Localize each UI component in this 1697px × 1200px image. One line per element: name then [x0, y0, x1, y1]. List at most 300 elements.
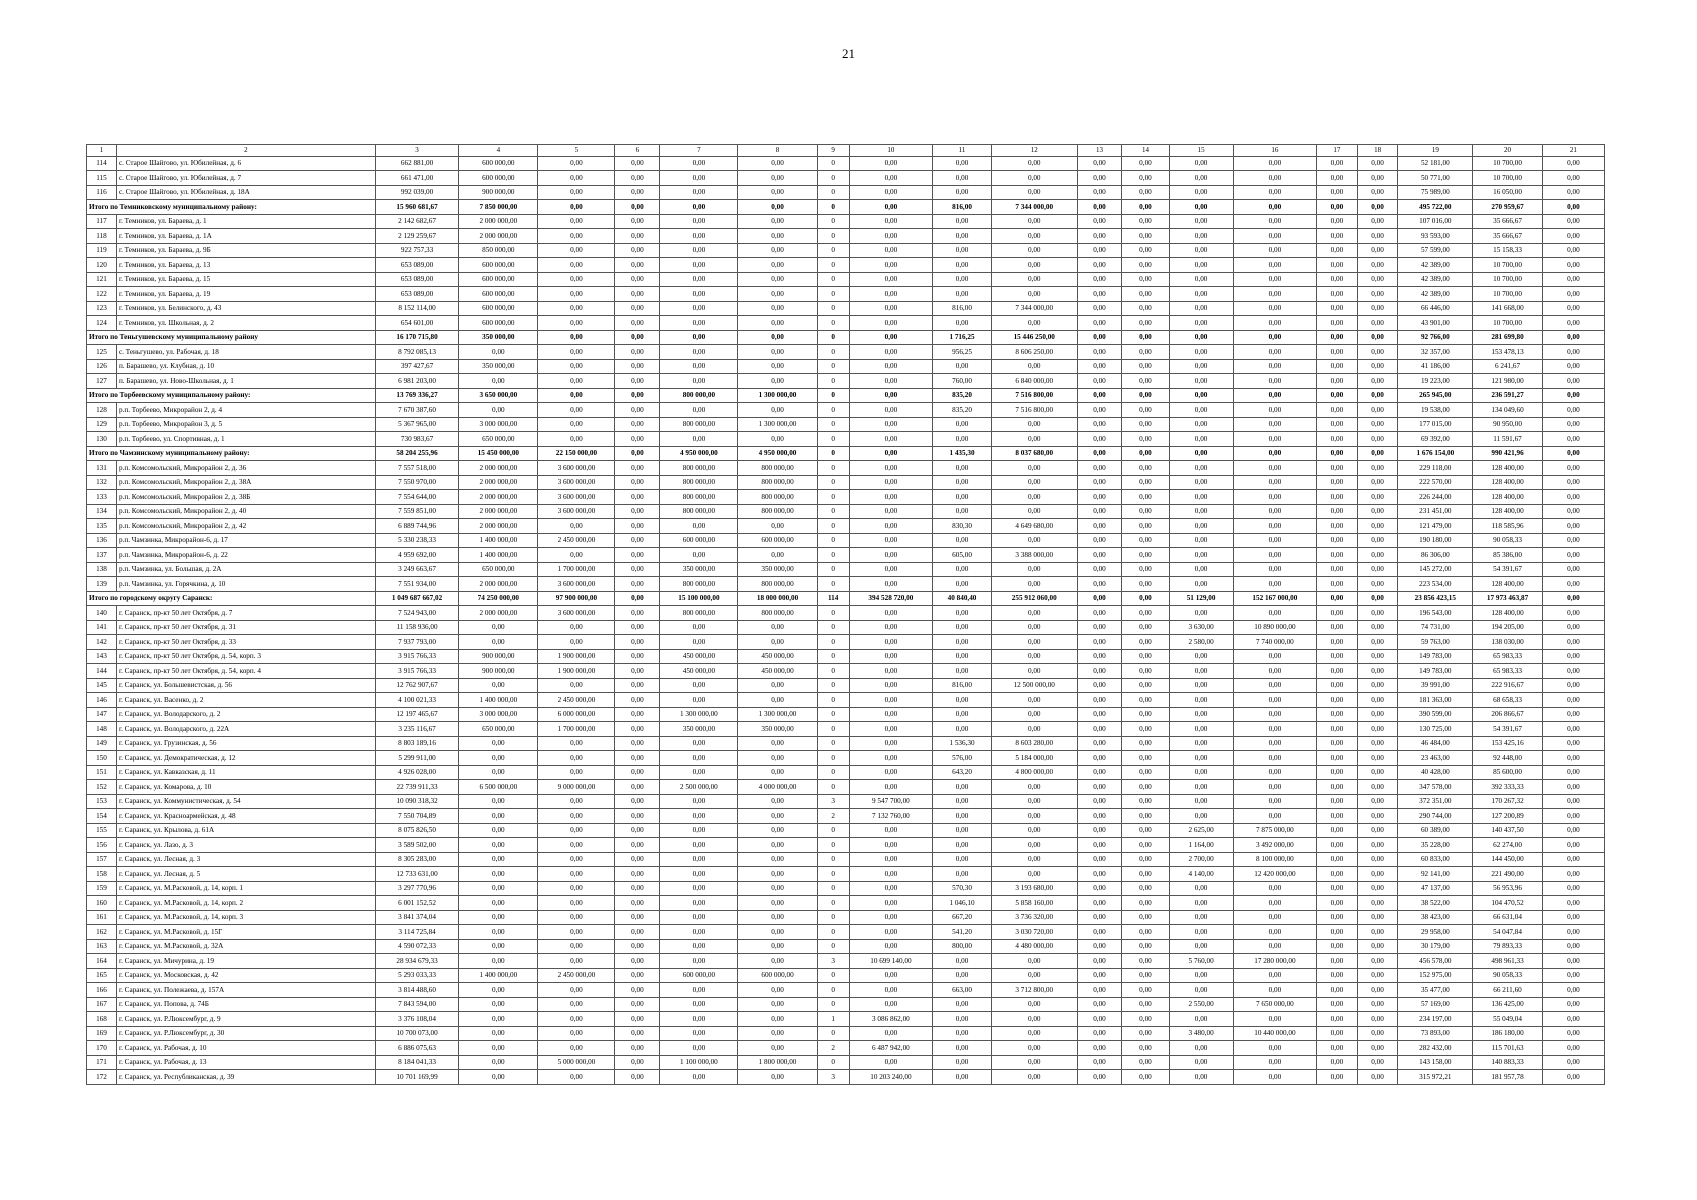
value-cell-col-14: 0,00 [1122, 1026, 1169, 1041]
value-cell-col-21: 0,00 [1542, 620, 1604, 635]
value-cell-col-8: 0,00 [738, 359, 817, 374]
value-cell-col-21: 0,00 [1542, 983, 1604, 998]
value-cell-col-21: 0,00 [1542, 954, 1604, 969]
value-cell-col-14: 0,00 [1122, 1041, 1169, 1056]
value-cell-col-8: 0,00 [738, 287, 817, 302]
value-cell-col-15: 4 140,00 [1169, 867, 1233, 882]
value-cell-col-15: 0,00 [1169, 403, 1233, 418]
value-cell-col-8: 0,00 [738, 229, 817, 244]
value-cell-col-16: 0,00 [1233, 765, 1316, 780]
address-cell: п. Барашево, ул. Ново-Школьная, д. 1 [116, 374, 375, 389]
column-number-13: 13 [1077, 145, 1122, 157]
table-row [87, 1012, 1605, 1027]
value-cell-col-16: 0,00 [1233, 533, 1316, 548]
value-cell-col-18: 0,00 [1357, 243, 1398, 258]
value-cell-col-18: 0,00 [1357, 185, 1398, 200]
value-cell-col-9: 2 [817, 809, 849, 824]
value-cell-col-20: 990 421,96 [1473, 446, 1543, 461]
value-cell-col-11: 1 435,30 [933, 446, 992, 461]
value-cell-col-7: 0,00 [660, 997, 738, 1012]
value-cell-col-15: 0,00 [1169, 185, 1233, 200]
value-cell-col-10: 0,00 [849, 867, 932, 882]
address-cell: г. Темников, ул. Белинского, д. 43 [116, 301, 375, 316]
value-cell-col-4: 0,00 [459, 765, 538, 780]
value-cell-col-20: 392 333,33 [1473, 780, 1543, 795]
value-cell-col-20: 181 957,78 [1473, 1070, 1543, 1085]
value-cell-col-14: 0,00 [1122, 316, 1169, 331]
value-cell-col-19: 143 158,00 [1398, 1055, 1473, 1070]
value-cell-col-13: 0,00 [1077, 461, 1122, 476]
value-cell-col-8: 800 000,00 [738, 490, 817, 505]
value-cell-col-9: 0 [817, 939, 849, 954]
value-cell-col-3: 7 550 704,89 [375, 809, 458, 824]
table-row [87, 432, 1605, 447]
value-cell-col-8: 0,00 [738, 316, 817, 331]
value-cell-col-20: 54 391,67 [1473, 562, 1543, 577]
value-cell-col-3: 1 049 687 667,02 [375, 591, 458, 606]
value-cell-col-12: 0,00 [991, 794, 1077, 809]
value-cell-col-10: 0,00 [849, 490, 932, 505]
value-cell-col-7: 0,00 [660, 1041, 738, 1056]
value-cell-col-17: 0,00 [1317, 896, 1358, 911]
value-cell-col-21: 0,00 [1542, 968, 1604, 983]
value-cell-col-12: 0,00 [991, 1041, 1077, 1056]
value-cell-col-12: 0,00 [991, 185, 1077, 200]
value-cell-col-18: 0,00 [1357, 635, 1398, 650]
value-cell-col-7: 800 000,00 [660, 417, 738, 432]
table-row [87, 664, 1605, 679]
address-cell: г. Саранск, ул. Республиканская, д. 39 [116, 1070, 375, 1085]
value-cell-col-5: 0,00 [538, 388, 615, 403]
value-cell-col-18: 0,00 [1357, 330, 1398, 345]
value-cell-col-8: 0,00 [738, 403, 817, 418]
value-cell-col-20: 186 180,00 [1473, 1026, 1543, 1041]
value-cell-col-4: 900 000,00 [459, 185, 538, 200]
value-cell-col-4: 0,00 [459, 838, 538, 853]
row-number: 154 [87, 809, 117, 824]
value-cell-col-4: 900 000,00 [459, 649, 538, 664]
value-cell-col-5: 9 000 000,00 [538, 780, 615, 795]
value-cell-col-20: 54 391,67 [1473, 722, 1543, 737]
value-cell-col-13: 0,00 [1077, 968, 1122, 983]
value-cell-col-4: 7 850 000,00 [459, 200, 538, 215]
value-cell-col-12: 0,00 [991, 432, 1077, 447]
value-cell-col-13: 0,00 [1077, 330, 1122, 345]
value-cell-col-20: 35 666,67 [1473, 229, 1543, 244]
value-cell-col-13: 0,00 [1077, 997, 1122, 1012]
row-number: 159 [87, 881, 117, 896]
value-cell-col-19: 190 180,00 [1398, 533, 1473, 548]
value-cell-col-4: 650 000,00 [459, 722, 538, 737]
address-cell: г. Саранск, ул. Грузинская, д. 56 [116, 736, 375, 751]
value-cell-col-10: 0,00 [849, 606, 932, 621]
value-cell-col-18: 0,00 [1357, 620, 1398, 635]
value-cell-col-8: 0,00 [738, 156, 817, 171]
value-cell-col-13: 0,00 [1077, 577, 1122, 592]
value-cell-col-10: 0,00 [849, 620, 932, 635]
value-cell-col-10: 0,00 [849, 200, 932, 215]
value-cell-col-9: 0 [817, 272, 849, 287]
value-cell-col-4: 3 650 000,00 [459, 388, 538, 403]
value-cell-col-21: 0,00 [1542, 1041, 1604, 1056]
value-cell-col-19: 152 975,00 [1398, 968, 1473, 983]
value-cell-col-11: 800,00 [933, 939, 992, 954]
value-cell-col-17: 0,00 [1317, 867, 1358, 882]
row-number: 164 [87, 954, 117, 969]
value-cell-col-21: 0,00 [1542, 1012, 1604, 1027]
value-cell-col-3: 8 792 085,13 [375, 345, 458, 360]
value-cell-col-15: 0,00 [1169, 1041, 1233, 1056]
value-cell-col-11: 663,00 [933, 983, 992, 998]
value-cell-col-5: 0,00 [538, 330, 615, 345]
value-cell-col-3: 653 089,00 [375, 272, 458, 287]
value-cell-col-15: 0,00 [1169, 751, 1233, 766]
value-cell-col-7: 600 000,00 [660, 968, 738, 983]
value-cell-col-7: 0,00 [660, 1026, 738, 1041]
value-cell-col-16: 0,00 [1233, 707, 1316, 722]
value-cell-col-20: 54 047,84 [1473, 925, 1543, 940]
value-cell-col-9: 0 [817, 664, 849, 679]
value-cell-col-10: 0,00 [849, 925, 932, 940]
value-cell-col-3: 5 293 033,33 [375, 968, 458, 983]
value-cell-col-20: 134 049,60 [1473, 403, 1543, 418]
value-cell-col-15: 0,00 [1169, 490, 1233, 505]
value-cell-col-16: 0,00 [1233, 185, 1316, 200]
value-cell-col-15: 1 164,00 [1169, 838, 1233, 853]
value-cell-col-19: 93 593,00 [1398, 229, 1473, 244]
value-cell-col-8: 0,00 [738, 258, 817, 273]
value-cell-col-4: 600 000,00 [459, 272, 538, 287]
value-cell-col-13: 0,00 [1077, 214, 1122, 229]
value-cell-col-3: 10 700 073,00 [375, 1026, 458, 1041]
table-row [87, 519, 1605, 534]
table-row [87, 678, 1605, 693]
value-cell-col-12: 0,00 [991, 1070, 1077, 1085]
value-cell-col-18: 0,00 [1357, 417, 1398, 432]
value-cell-col-10: 0,00 [849, 243, 932, 258]
value-cell-col-6: 0,00 [615, 852, 660, 867]
value-cell-col-6: 0,00 [615, 200, 660, 215]
value-cell-col-20: 138 030,00 [1473, 635, 1543, 650]
value-cell-col-8: 0,00 [738, 896, 817, 911]
value-cell-col-9: 0 [817, 475, 849, 490]
value-cell-col-5: 3 600 000,00 [538, 504, 615, 519]
value-cell-col-11: 956,25 [933, 345, 992, 360]
value-cell-col-5: 0,00 [538, 345, 615, 360]
table-row [87, 229, 1605, 244]
value-cell-col-20: 65 983,33 [1473, 649, 1543, 664]
value-cell-col-6: 0,00 [615, 490, 660, 505]
value-cell-col-6: 0,00 [615, 881, 660, 896]
value-cell-col-5: 0,00 [538, 809, 615, 824]
value-cell-col-19: 35 228,00 [1398, 838, 1473, 853]
value-cell-col-15: 0,00 [1169, 214, 1233, 229]
value-cell-col-17: 0,00 [1317, 649, 1358, 664]
value-cell-col-12: 0,00 [991, 707, 1077, 722]
value-cell-col-6: 0,00 [615, 693, 660, 708]
value-cell-col-16: 0,00 [1233, 403, 1316, 418]
value-cell-col-18: 0,00 [1357, 504, 1398, 519]
value-cell-col-5: 0,00 [538, 896, 615, 911]
value-cell-col-18: 0,00 [1357, 374, 1398, 389]
value-cell-col-8: 4 950 000,00 [738, 446, 817, 461]
value-cell-col-19: 290 744,00 [1398, 809, 1473, 824]
table-row [87, 794, 1605, 809]
value-cell-col-16: 0,00 [1233, 432, 1316, 447]
value-cell-col-3: 3 915 766,33 [375, 649, 458, 664]
value-cell-col-13: 0,00 [1077, 794, 1122, 809]
value-cell-col-15: 0,00 [1169, 794, 1233, 809]
value-cell-col-4: 0,00 [459, 374, 538, 389]
value-cell-col-3: 3 915 766,33 [375, 664, 458, 679]
value-cell-col-20: 65 983,33 [1473, 664, 1543, 679]
value-cell-col-17: 0,00 [1317, 1070, 1358, 1085]
value-cell-col-9: 0 [817, 997, 849, 1012]
value-cell-col-15: 0,00 [1169, 925, 1233, 940]
value-cell-col-13: 0,00 [1077, 287, 1122, 302]
value-cell-col-7: 0,00 [660, 620, 738, 635]
row-number: 171 [87, 1055, 117, 1070]
table-row [87, 287, 1605, 302]
value-cell-col-8: 0,00 [738, 330, 817, 345]
value-cell-col-8: 0,00 [738, 185, 817, 200]
value-cell-col-12: 6 840 000,00 [991, 374, 1077, 389]
table-row [87, 751, 1605, 766]
value-cell-col-18: 0,00 [1357, 939, 1398, 954]
value-cell-col-18: 0,00 [1357, 838, 1398, 853]
value-cell-col-3: 13 769 336,27 [375, 388, 458, 403]
value-cell-col-19: 73 893,00 [1398, 1026, 1473, 1041]
value-cell-col-3: 22 739 911,33 [375, 780, 458, 795]
value-cell-col-6: 0,00 [615, 939, 660, 954]
value-cell-col-3: 5 299 911,00 [375, 751, 458, 766]
value-cell-col-7: 2 500 000,00 [660, 780, 738, 795]
value-cell-col-9: 0 [817, 359, 849, 374]
value-cell-col-12: 0,00 [991, 417, 1077, 432]
value-cell-col-14: 0,00 [1122, 562, 1169, 577]
value-cell-col-19: 86 306,00 [1398, 548, 1473, 563]
value-cell-col-8: 0,00 [738, 925, 817, 940]
value-cell-col-6: 0,00 [615, 707, 660, 722]
value-cell-col-19: 38 423,00 [1398, 910, 1473, 925]
value-cell-col-10: 0,00 [849, 1055, 932, 1070]
value-cell-col-21: 0,00 [1542, 504, 1604, 519]
value-cell-col-5: 0,00 [538, 983, 615, 998]
value-cell-col-17: 0,00 [1317, 229, 1358, 244]
value-cell-col-11: 0,00 [933, 780, 992, 795]
value-cell-col-14: 0,00 [1122, 1070, 1169, 1085]
value-cell-col-14: 0,00 [1122, 635, 1169, 650]
value-cell-col-18: 0,00 [1357, 997, 1398, 1012]
value-cell-col-15: 0,00 [1169, 606, 1233, 621]
value-cell-col-12: 0,00 [991, 504, 1077, 519]
value-cell-col-8: 0,00 [738, 910, 817, 925]
address-cell: г. Темников, ул. Бараева, д. 1 [116, 214, 375, 229]
value-cell-col-15: 51 129,00 [1169, 591, 1233, 606]
value-cell-col-6: 0,00 [615, 548, 660, 563]
value-cell-col-21: 0,00 [1542, 678, 1604, 693]
value-cell-col-8: 450 000,00 [738, 649, 817, 664]
value-cell-col-9: 0 [817, 490, 849, 505]
column-number-7: 7 [660, 145, 738, 157]
value-cell-col-9: 0 [817, 504, 849, 519]
value-cell-col-7: 450 000,00 [660, 649, 738, 664]
value-cell-col-18: 0,00 [1357, 214, 1398, 229]
value-cell-col-9: 0 [817, 461, 849, 476]
value-cell-col-3: 6 001 152,52 [375, 896, 458, 911]
value-cell-col-3: 654 601,00 [375, 316, 458, 331]
value-cell-col-6: 0,00 [615, 620, 660, 635]
value-cell-col-21: 0,00 [1542, 533, 1604, 548]
value-cell-col-21: 0,00 [1542, 243, 1604, 258]
value-cell-col-20: 10 700,00 [1473, 258, 1543, 273]
value-cell-col-10: 0,00 [849, 214, 932, 229]
value-cell-col-13: 0,00 [1077, 432, 1122, 447]
value-cell-col-8: 18 000 000,00 [738, 591, 817, 606]
value-cell-col-13: 0,00 [1077, 910, 1122, 925]
value-cell-col-11: 0,00 [933, 1012, 992, 1027]
row-number: 146 [87, 693, 117, 708]
value-cell-col-8: 600 000,00 [738, 968, 817, 983]
value-cell-col-16: 0,00 [1233, 606, 1316, 621]
value-cell-col-4: 2 000 000,00 [459, 475, 538, 490]
row-number: 145 [87, 678, 117, 693]
value-cell-col-5: 2 450 000,00 [538, 968, 615, 983]
value-cell-col-11: 1 716,25 [933, 330, 992, 345]
value-cell-col-11: 0,00 [933, 272, 992, 287]
value-cell-col-7: 0,00 [660, 301, 738, 316]
value-cell-col-8: 0,00 [738, 345, 817, 360]
value-cell-col-17: 0,00 [1317, 751, 1358, 766]
value-cell-col-4: 0,00 [459, 751, 538, 766]
value-cell-col-12: 0,00 [991, 867, 1077, 882]
value-cell-col-4: 0,00 [459, 345, 538, 360]
value-cell-col-12: 0,00 [991, 838, 1077, 853]
value-cell-col-8: 1 300 000,00 [738, 417, 817, 432]
value-cell-col-17: 0,00 [1317, 620, 1358, 635]
value-cell-col-16: 0,00 [1233, 751, 1316, 766]
value-cell-col-10: 10 203 240,00 [849, 1070, 932, 1085]
value-cell-col-7: 0,00 [660, 1012, 738, 1027]
address-cell: с. Старое Шайгово, ул. Юбилейная, д. 6 [116, 156, 375, 171]
row-number: 118 [87, 229, 117, 244]
value-cell-col-14: 0,00 [1122, 388, 1169, 403]
value-cell-col-4: 0,00 [459, 939, 538, 954]
value-cell-col-14: 0,00 [1122, 403, 1169, 418]
value-cell-col-17: 0,00 [1317, 838, 1358, 853]
value-cell-col-19: 52 181,00 [1398, 156, 1473, 171]
value-cell-col-11: 643,20 [933, 765, 992, 780]
value-cell-col-9: 114 [817, 591, 849, 606]
value-cell-col-7: 800 000,00 [660, 475, 738, 490]
value-cell-col-6: 0,00 [615, 678, 660, 693]
value-cell-col-5: 0,00 [538, 997, 615, 1012]
value-cell-col-7: 0,00 [660, 751, 738, 766]
value-cell-col-15: 0,00 [1169, 722, 1233, 737]
table-row [87, 852, 1605, 867]
value-cell-col-17: 0,00 [1317, 606, 1358, 621]
value-cell-col-11: 0,00 [933, 635, 992, 650]
value-cell-col-17: 0,00 [1317, 272, 1358, 287]
value-cell-col-3: 10 701 169,99 [375, 1070, 458, 1085]
value-cell-col-9: 0 [817, 388, 849, 403]
value-cell-col-13: 0,00 [1077, 519, 1122, 534]
value-cell-col-20: 498 961,33 [1473, 954, 1543, 969]
value-cell-col-7: 0,00 [660, 939, 738, 954]
value-cell-col-18: 0,00 [1357, 896, 1398, 911]
address-cell: с. Старое Шайгово, ул. Юбилейная, д. 7 [116, 171, 375, 186]
value-cell-col-21: 0,00 [1542, 287, 1604, 302]
value-cell-col-16: 0,00 [1233, 200, 1316, 215]
value-cell-col-16: 0,00 [1233, 577, 1316, 592]
value-cell-col-21: 0,00 [1542, 794, 1604, 809]
value-cell-col-17: 0,00 [1317, 388, 1358, 403]
value-cell-col-21: 0,00 [1542, 707, 1604, 722]
table-row [87, 504, 1605, 519]
value-cell-col-8: 0,00 [738, 374, 817, 389]
table-row [87, 1041, 1605, 1056]
value-cell-col-21: 0,00 [1542, 751, 1604, 766]
value-cell-col-12: 5 184 000,00 [991, 751, 1077, 766]
value-cell-col-13: 0,00 [1077, 359, 1122, 374]
value-cell-col-17: 0,00 [1317, 504, 1358, 519]
value-cell-col-13: 0,00 [1077, 1055, 1122, 1070]
value-cell-col-9: 3 [817, 954, 849, 969]
value-cell-col-13: 0,00 [1077, 1026, 1122, 1041]
value-cell-col-4: 600 000,00 [459, 287, 538, 302]
value-cell-col-19: 46 484,00 [1398, 736, 1473, 751]
row-number: 156 [87, 838, 117, 853]
value-cell-col-20: 206 866,67 [1473, 707, 1543, 722]
value-cell-col-19: 19 538,00 [1398, 403, 1473, 418]
address-cell: г. Темников, ул. Школьная, д. 2 [116, 316, 375, 331]
value-cell-col-15: 0,00 [1169, 939, 1233, 954]
value-cell-col-17: 0,00 [1317, 678, 1358, 693]
value-cell-col-20: 128 400,00 [1473, 461, 1543, 476]
value-cell-col-11: 0,00 [933, 258, 992, 273]
value-cell-col-21: 0,00 [1542, 359, 1604, 374]
value-cell-col-7: 0,00 [660, 185, 738, 200]
value-cell-col-10: 0,00 [849, 939, 932, 954]
value-cell-col-13: 0,00 [1077, 925, 1122, 940]
value-cell-col-15: 0,00 [1169, 664, 1233, 679]
value-cell-col-3: 7 843 594,00 [375, 997, 458, 1012]
value-cell-col-6: 0,00 [615, 417, 660, 432]
value-cell-col-18: 0,00 [1357, 954, 1398, 969]
value-cell-col-10: 0,00 [849, 722, 932, 737]
value-cell-col-11: 0,00 [933, 316, 992, 331]
value-cell-col-7: 450 000,00 [660, 664, 738, 679]
value-cell-col-4: 2 000 000,00 [459, 490, 538, 505]
address-cell: г. Саранск, пр-кт 50 лет Октября, д. 54, корп. 3 [116, 649, 375, 664]
value-cell-col-10: 0,00 [849, 780, 932, 795]
value-cell-col-14: 0,00 [1122, 620, 1169, 635]
total-title: Итого по Темниковскому муниципальному району: [87, 200, 376, 215]
value-cell-col-14: 0,00 [1122, 156, 1169, 171]
value-cell-col-7: 0,00 [660, 867, 738, 882]
value-cell-col-5: 0,00 [538, 925, 615, 940]
value-cell-col-9: 0 [817, 722, 849, 737]
value-cell-col-15: 0,00 [1169, 243, 1233, 258]
value-cell-col-14: 0,00 [1122, 852, 1169, 867]
value-cell-col-5: 0,00 [538, 374, 615, 389]
value-cell-col-14: 0,00 [1122, 577, 1169, 592]
row-number: 123 [87, 301, 117, 316]
table-row [87, 243, 1605, 258]
value-cell-col-5: 0,00 [538, 301, 615, 316]
value-cell-col-16: 8 100 000,00 [1233, 852, 1316, 867]
value-cell-col-12: 0,00 [991, 156, 1077, 171]
